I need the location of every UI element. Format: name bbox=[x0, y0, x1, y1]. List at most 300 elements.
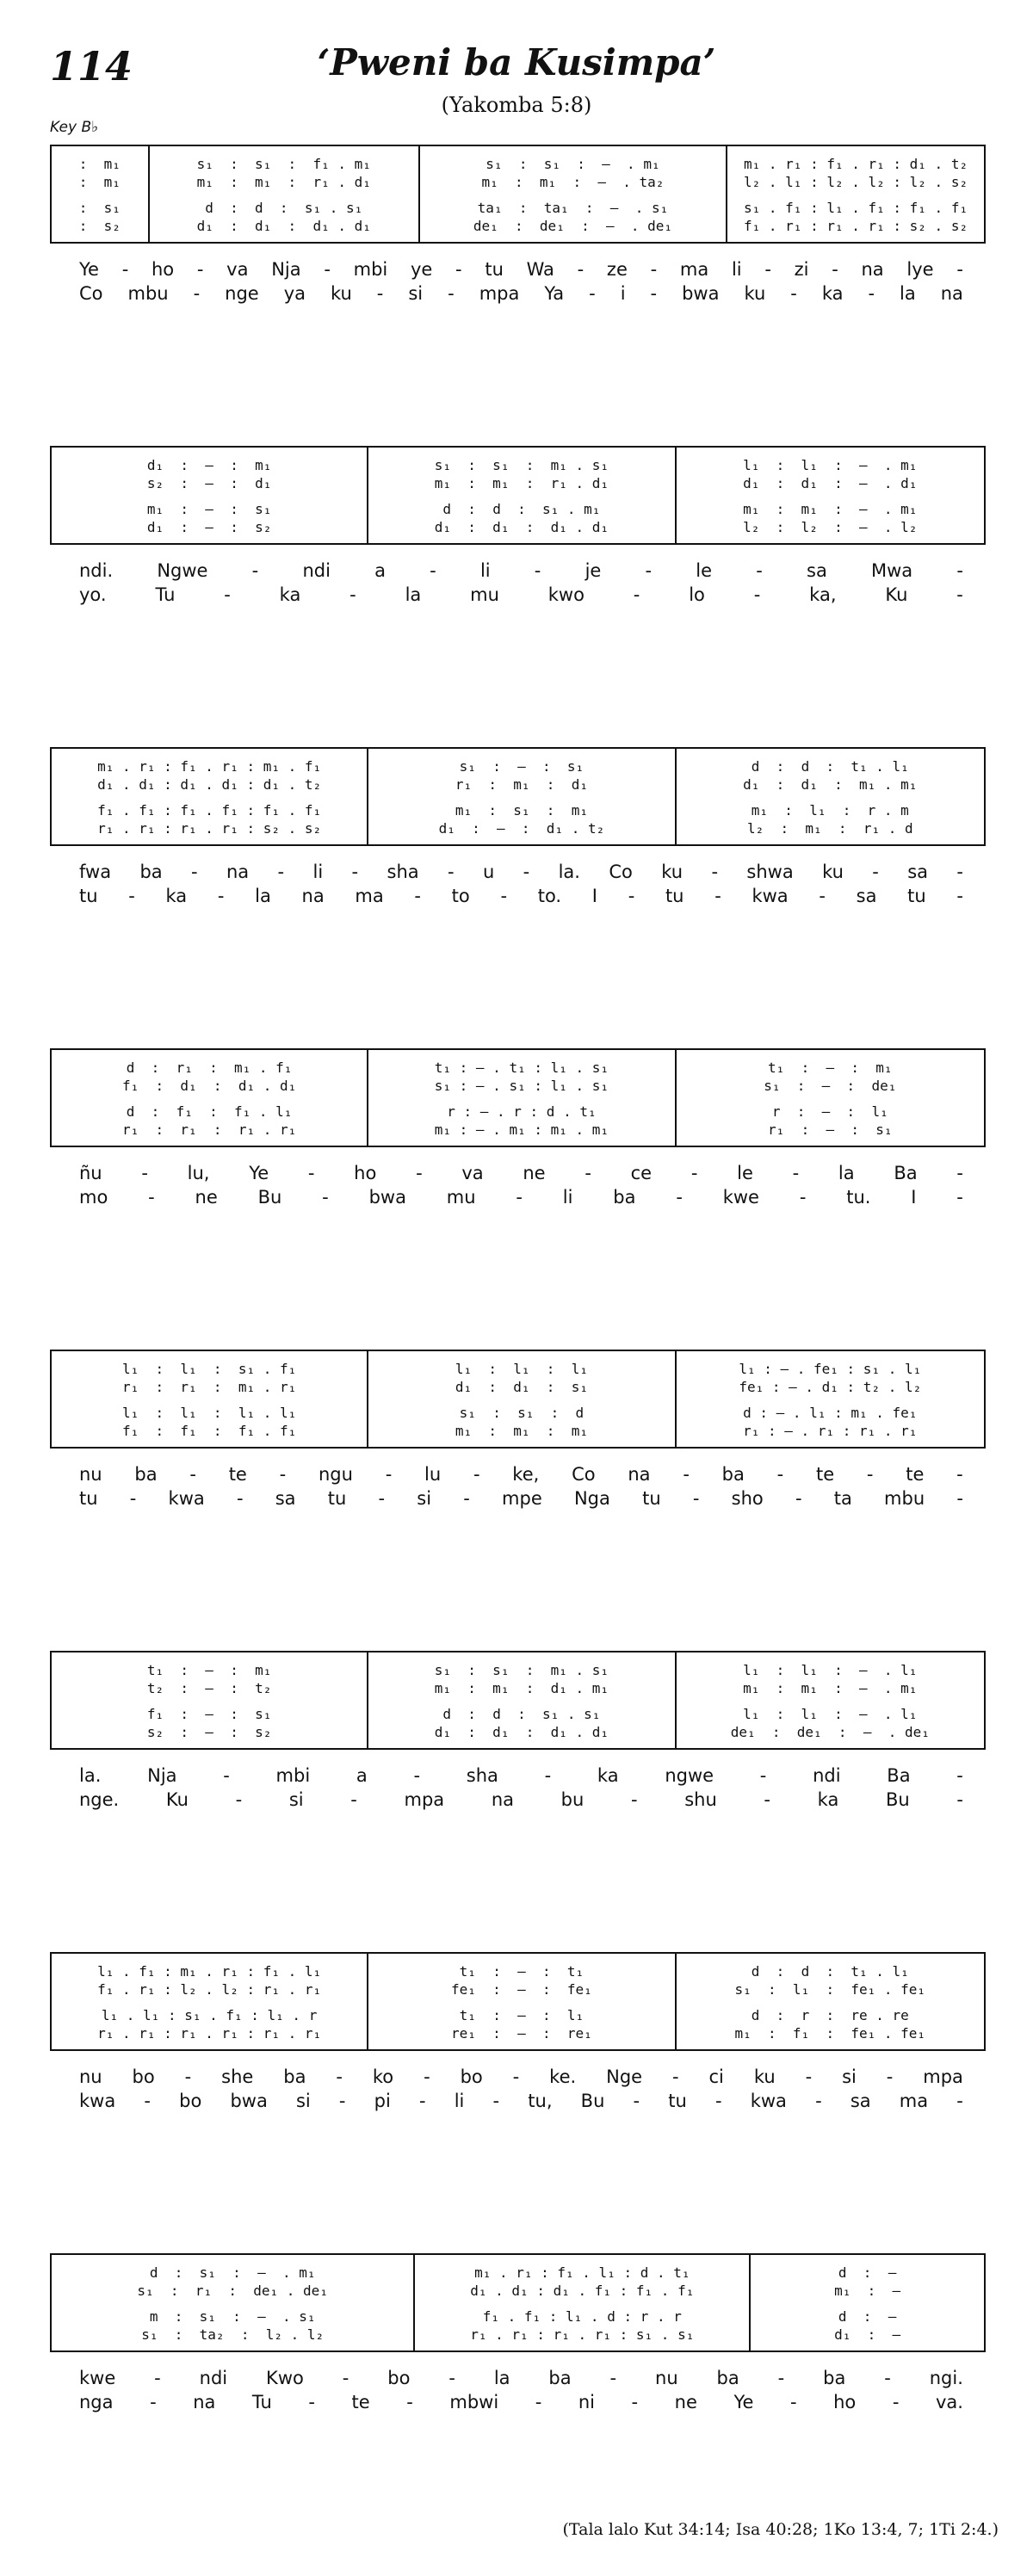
lyric-syllable: Bu bbox=[580, 2091, 605, 2111]
lyric-syllable: - bbox=[714, 886, 721, 906]
lyric-syllable: je bbox=[585, 560, 602, 581]
lyric-syllable: Ba bbox=[894, 1163, 918, 1183]
lyric-syllable: - bbox=[378, 1488, 386, 1509]
lyric-syllable: - bbox=[154, 2368, 161, 2388]
lyrics-block bbox=[50, 257, 986, 306]
lyric-syllable: ne bbox=[523, 1163, 546, 1183]
voice-notes: s₁ : s₁ : – . m₁ bbox=[486, 156, 660, 172]
voice-notes: m₁ : m₁ : – . ta₂ bbox=[481, 174, 665, 190]
voice-notes: d : d : s₁ . s₁ bbox=[442, 1706, 601, 1722]
lyric-syllable: - bbox=[338, 2091, 346, 2111]
voice-notes: s₁ : l₁ : fe₁ . fe₁ bbox=[734, 1981, 926, 1998]
measure bbox=[52, 1050, 368, 1146]
lyric-syllable: - bbox=[956, 1789, 963, 1810]
voice-notes: m₁ : m₁ : r₁ . d₁ bbox=[196, 174, 371, 190]
lyric-syllable: - bbox=[500, 886, 508, 906]
voice-notes: d : d : t₁ . l₁ bbox=[751, 758, 909, 775]
lyric-syllable: - bbox=[884, 2368, 891, 2388]
lyric-syllable: tu, bbox=[528, 2091, 553, 2111]
voice-notes: l₁ : – . fe₁ : s₁ . l₁ bbox=[739, 1361, 922, 1377]
voice-notes: d₁ : d₁ : d₁ . d₁ bbox=[434, 1724, 609, 1740]
lyric-syllable: ya bbox=[283, 283, 306, 304]
lyric-syllable: kwa bbox=[79, 2091, 116, 2111]
lyric-syllable: kwa bbox=[752, 886, 789, 906]
lyric-syllable: ku bbox=[822, 862, 844, 882]
lyric-syllable: Ye bbox=[733, 2392, 754, 2412]
lyric-syllable: - bbox=[676, 1187, 683, 1208]
sol-fa-staff bbox=[50, 446, 986, 545]
lyric-syllable: va bbox=[226, 259, 249, 280]
lyric-syllable: - bbox=[448, 862, 455, 882]
voice-notes: l₁ : l₁ : l₁ . l₁ bbox=[121, 1405, 297, 1421]
lyric-syllable: - bbox=[790, 283, 797, 304]
lyric-syllable: nu bbox=[79, 1464, 102, 1485]
voice-notes: : m₁ bbox=[62, 174, 138, 190]
lyric-syllable: bo bbox=[460, 2066, 483, 2087]
lyric-syllable: - bbox=[690, 1163, 698, 1183]
lyric-line bbox=[50, 1788, 986, 1812]
lyric-syllable: - bbox=[633, 2091, 640, 2111]
lyric-syllable: a bbox=[356, 1765, 368, 1786]
measure bbox=[677, 749, 984, 844]
lyric-syllable: tu bbox=[665, 886, 684, 906]
voice-notes: r₁ . r₁ : r₁ . r₁ : s₁ . s₁ bbox=[470, 2326, 695, 2343]
lyric-syllable: nu bbox=[655, 2368, 678, 2388]
voice-notes: d₁ : — : s₂ bbox=[146, 519, 272, 535]
lyric-syllable: tu bbox=[668, 2091, 687, 2111]
lyric-syllable: ho bbox=[354, 1163, 377, 1183]
lyric-syllable: sho bbox=[731, 1488, 764, 1509]
lyric-syllable: - bbox=[589, 283, 596, 304]
lyric-line bbox=[50, 1185, 986, 1209]
hymn-number: 114 bbox=[50, 43, 133, 90]
lyric-line bbox=[50, 583, 986, 607]
lyric-syllable: va. bbox=[935, 2392, 963, 2412]
lyric-syllable: na bbox=[226, 862, 250, 882]
lyric-syllable: - bbox=[753, 584, 761, 605]
lyric-syllable: Ngwe bbox=[157, 560, 208, 581]
lyric-syllable: nge bbox=[225, 283, 259, 304]
lyric-syllable: ta bbox=[833, 1488, 852, 1509]
lyric-syllable: - bbox=[956, 862, 963, 882]
lyric-syllable: li bbox=[562, 1187, 573, 1208]
lyric-syllable: - bbox=[148, 1187, 155, 1208]
lyric-syllable: mbi bbox=[353, 259, 388, 280]
lyric-line bbox=[50, 559, 986, 583]
voice-notes: m₁ . r₁ : f₁ . r₁ : d₁ . t₂ bbox=[744, 156, 968, 172]
measure bbox=[52, 1954, 368, 2049]
lyric-syllable: ku bbox=[330, 283, 352, 304]
lyric-syllable: - bbox=[516, 1187, 523, 1208]
voice-notes: m₁ : – . m₁ : m₁ . m₁ bbox=[434, 1121, 609, 1138]
lyric-syllable: - bbox=[418, 2091, 426, 2111]
lyric-syllable: - bbox=[956, 886, 963, 906]
music-system bbox=[50, 1048, 986, 1209]
voice-notes: r : — : l₁ bbox=[771, 1103, 888, 1120]
lyric-syllable: - bbox=[630, 1789, 638, 1810]
lyric-syllable: Co bbox=[609, 862, 633, 882]
voice-notes: f₁ . f₁ : l₁ . d : r . r bbox=[482, 2308, 682, 2325]
lyric-syllable: - bbox=[414, 886, 421, 906]
voice-notes: r₁ : m₁ : d₁ bbox=[455, 776, 588, 793]
lyric-syllable: Ku bbox=[165, 1789, 189, 1810]
lyrics-block bbox=[50, 860, 986, 908]
lyric-syllable: - bbox=[764, 259, 771, 280]
lyric-syllable: te bbox=[815, 1464, 835, 1485]
lyric-syllable: - bbox=[683, 1464, 690, 1485]
lyric-syllable: tu bbox=[642, 1488, 661, 1509]
lyric-syllable: I bbox=[591, 886, 597, 906]
voice-notes: r₁ : — : s₁ bbox=[768, 1121, 893, 1138]
lyric-syllable: - bbox=[819, 886, 826, 906]
music-system bbox=[50, 2253, 986, 2414]
lyric-syllable: li bbox=[454, 2091, 465, 2111]
lyric-syllable: tu bbox=[79, 1488, 98, 1509]
voice-notes: f₁ . r₁ : r₁ . r₁ : s₂ . s₂ bbox=[744, 218, 968, 234]
lyric-syllable: - bbox=[430, 560, 436, 581]
voice-notes: fe₁ : – . d₁ : t₂ . l₂ bbox=[739, 1379, 922, 1395]
lyric-syllable: - bbox=[585, 1163, 591, 1183]
voice-notes: d₁ : d₁ : d₁ . d₁ bbox=[196, 218, 371, 234]
lyric-syllable: si bbox=[408, 283, 424, 304]
lyric-syllable: Ye bbox=[249, 1163, 269, 1183]
voice-notes: t₁ : — : m₁ bbox=[768, 1059, 893, 1076]
lyric-syllable: ba bbox=[716, 2368, 739, 2388]
lyric-syllable: si bbox=[842, 2066, 857, 2087]
lyric-syllable: bu bbox=[560, 1789, 585, 1810]
lyric-syllable: lu bbox=[424, 1464, 442, 1485]
voice-notes: ta₁ : ta₁ : – . s₁ bbox=[477, 200, 669, 216]
lyric-syllable: - bbox=[672, 2066, 679, 2087]
lyric-syllable: - bbox=[956, 2091, 963, 2111]
lyric-syllable: - bbox=[217, 886, 225, 906]
voice-notes: r₁ : r₁ : r₁ . r₁ bbox=[121, 1121, 297, 1138]
lyric-syllable: na bbox=[491, 1789, 515, 1810]
lyric-syllable: ma bbox=[679, 259, 709, 280]
lyric-syllable: Ku bbox=[885, 584, 908, 605]
lyric-syllable: - bbox=[628, 886, 635, 906]
music-system bbox=[50, 1952, 986, 2113]
lyric-syllable: yo. bbox=[79, 584, 107, 605]
lyric-syllable: ngi. bbox=[929, 2368, 963, 2388]
voice-notes: l₂ . l₁ : l₂ . l₂ : l₂ . s₂ bbox=[744, 174, 968, 190]
lyric-syllable: - bbox=[956, 259, 963, 280]
music-system bbox=[50, 747, 986, 908]
lyric-syllable: - bbox=[236, 1488, 244, 1509]
lyrics-block bbox=[50, 1161, 986, 1209]
lyric-syllable: - bbox=[759, 1765, 767, 1786]
lyric-syllable: - bbox=[544, 1765, 552, 1786]
lyric-syllable: zi bbox=[794, 259, 809, 280]
lyric-syllable: ne bbox=[674, 2392, 697, 2412]
lyric-syllable: sa bbox=[850, 2091, 871, 2111]
voice-notes: l₁ : l₁ : – . l₁ bbox=[743, 1662, 918, 1678]
lyric-syllable: Bu bbox=[257, 1187, 282, 1208]
lyric-syllable: - bbox=[235, 1789, 243, 1810]
voice-notes: d₁ . d₁ : d₁ . f₁ : f₁ . f₁ bbox=[470, 2283, 695, 2299]
lyric-syllable: - bbox=[645, 560, 653, 581]
sol-fa-staff bbox=[50, 1651, 986, 1750]
voice-notes: l₂ : m₁ : r₁ . d bbox=[746, 820, 913, 837]
voice-notes: s₁ : s₁ : d bbox=[459, 1405, 585, 1421]
voice-notes: m : s₁ : – . s₁ bbox=[149, 2308, 316, 2325]
lyric-syllable: - bbox=[279, 1464, 287, 1485]
voice-notes: d : d : t₁ . l₁ bbox=[751, 1963, 909, 1980]
lyric-syllable: te bbox=[906, 1464, 925, 1485]
music-system bbox=[50, 145, 986, 306]
voice-notes: r₁ . r₁ : r₁ . r₁ : s₂ . s₂ bbox=[97, 820, 322, 837]
voice-notes: re₁ : — : re₁ bbox=[451, 2025, 592, 2042]
voice-notes: m₁ : m₁ : m₁ bbox=[455, 1423, 588, 1439]
measure bbox=[677, 1351, 984, 1447]
voice-notes: t₁ : – . t₁ : l₁ . s₁ bbox=[434, 1059, 609, 1076]
lyric-syllable: - bbox=[322, 1187, 329, 1208]
voice-notes: f₁ . r₁ : l₂ . l₂ : r₁ . r₁ bbox=[97, 1981, 322, 1998]
lyric-syllable: - bbox=[776, 1464, 784, 1485]
lyric-syllable: - bbox=[448, 283, 455, 304]
sol-fa-staff bbox=[50, 1952, 986, 2051]
lyric-syllable: te bbox=[228, 1464, 247, 1485]
lyrics-block bbox=[50, 2065, 986, 2113]
lyric-syllable: - bbox=[789, 2392, 797, 2412]
voice-notes: d₁ : d₁ : d₁ . d₁ bbox=[434, 519, 609, 535]
lyric-syllable: to. bbox=[537, 886, 562, 906]
lyric-syllable: Co bbox=[572, 1464, 596, 1485]
measure bbox=[52, 2255, 415, 2351]
lyric-syllable: - bbox=[350, 1789, 357, 1810]
voice-notes: de₁ : de₁ : – . de₁ bbox=[730, 1724, 930, 1740]
lyric-syllable: Bu bbox=[885, 1789, 910, 1810]
lyric-syllable: - bbox=[251, 560, 259, 581]
lyric-syllable: sa bbox=[275, 1488, 296, 1509]
lyric-syllable: - bbox=[956, 1163, 963, 1183]
lyric-syllable: pi bbox=[374, 2091, 391, 2111]
sol-fa-staff bbox=[50, 1350, 986, 1449]
lyric-syllable: ndi bbox=[302, 560, 331, 581]
lyric-line bbox=[50, 860, 986, 884]
voice-notes: m₁ : l₁ : r . m bbox=[751, 802, 909, 819]
lyric-syllable: mu bbox=[446, 1187, 476, 1208]
lyric-syllable: lo bbox=[689, 584, 705, 605]
lyric-syllable: - bbox=[424, 2066, 430, 2087]
lyric-syllable: Kwo bbox=[266, 2368, 304, 2388]
lyric-syllable: sa bbox=[807, 560, 827, 581]
measure bbox=[368, 448, 676, 543]
voice-notes: m₁ : m₁ : d₁ . m₁ bbox=[434, 1680, 609, 1696]
voice-notes: s₁ : ta₂ : l₂ . l₂ bbox=[141, 2326, 325, 2343]
lyric-syllable: - bbox=[193, 283, 201, 304]
lyric-syllable: tu. bbox=[846, 1187, 871, 1208]
lyrics-block bbox=[50, 1764, 986, 1812]
voice-notes: t₁ : — : t₁ bbox=[459, 1963, 585, 1980]
lyric-syllable: - bbox=[223, 1765, 230, 1786]
measure bbox=[368, 1652, 676, 1748]
lyric-syllable: kwe bbox=[79, 2368, 116, 2388]
lyric-syllable: - bbox=[756, 560, 763, 581]
lyric-syllable: ho bbox=[833, 2392, 857, 2412]
lyric-syllable: ba bbox=[139, 862, 163, 882]
measure bbox=[368, 1050, 676, 1146]
lyric-syllable: ba bbox=[823, 2368, 846, 2388]
lyric-syllable: - bbox=[196, 259, 204, 280]
voice-notes: m₁ : s₁ : m₁ bbox=[455, 802, 588, 819]
lyric-syllable: le bbox=[696, 560, 713, 581]
lyric-line bbox=[50, 1486, 986, 1510]
voice-notes: m₁ . r₁ : f₁ . r₁ : m₁ . f₁ bbox=[97, 758, 322, 775]
lyric-syllable: kwo bbox=[547, 584, 585, 605]
lyric-syllable: - bbox=[121, 259, 129, 280]
lyric-syllable: - bbox=[815, 2091, 822, 2111]
lyric-syllable: bwa bbox=[230, 2091, 268, 2111]
voice-notes: m₁ : m₁ : – . m₁ bbox=[743, 501, 918, 517]
voice-notes: s₁ : s₁ : m₁ . s₁ bbox=[434, 457, 609, 473]
lyric-syllable: - bbox=[711, 862, 719, 882]
lyric-syllable: Ye bbox=[79, 259, 99, 280]
lyric-syllable: shu bbox=[684, 1789, 717, 1810]
voice-notes: : s₂ bbox=[62, 218, 138, 234]
voice-notes: m₁ : m₁ : – . m₁ bbox=[743, 1680, 918, 1696]
lyric-syllable: nu bbox=[79, 2066, 102, 2087]
lyric-syllable: ci bbox=[708, 2066, 724, 2087]
lyric-syllable: - bbox=[376, 283, 384, 304]
voice-notes: s₂ : — : s₂ bbox=[146, 1724, 272, 1740]
lyric-syllable: - bbox=[416, 1163, 423, 1183]
voice-notes: de₁ : de₁ : – . de₁ bbox=[473, 218, 673, 234]
measure bbox=[677, 1652, 984, 1748]
lyric-syllable: - bbox=[455, 259, 462, 280]
lyric-syllable: tu bbox=[485, 259, 504, 280]
lyric-syllable: - bbox=[795, 1488, 802, 1509]
lyric-syllable: - bbox=[633, 584, 640, 605]
lyric-syllable: - bbox=[692, 1488, 700, 1509]
lyric-syllable: - bbox=[184, 2066, 192, 2087]
music-system bbox=[50, 1350, 986, 1510]
lyric-line bbox=[50, 2366, 986, 2390]
voice-notes: s₁ : — : de₁ bbox=[764, 1078, 897, 1094]
voice-notes: m₁ . r₁ : f₁ . l₁ : d . t₁ bbox=[474, 2264, 690, 2281]
lyric-syllable: sha bbox=[466, 1765, 498, 1786]
lyric-syllable: te bbox=[351, 2392, 370, 2412]
lyric-syllable: ku bbox=[753, 2066, 776, 2087]
voice-notes: m₁ : — bbox=[834, 2283, 901, 2299]
lyric-syllable: sha bbox=[387, 862, 419, 882]
lyric-syllable: bo bbox=[387, 2368, 411, 2388]
lyric-syllable: si bbox=[417, 1488, 432, 1509]
measure bbox=[727, 146, 984, 242]
lyric-syllable: ye bbox=[410, 259, 433, 280]
lyric-syllable: ba bbox=[613, 1187, 636, 1208]
lyric-syllable: la bbox=[255, 886, 271, 906]
lyric-syllable: - bbox=[792, 1163, 800, 1183]
lyric-syllable: - bbox=[956, 560, 963, 581]
hymn-title: ‘Pweni ba Kusimpa’ bbox=[317, 41, 716, 83]
measure bbox=[150, 146, 420, 242]
lyric-syllable: sa bbox=[856, 886, 877, 906]
lyric-syllable: ndi. bbox=[79, 560, 114, 581]
lyric-syllable: - bbox=[868, 283, 875, 304]
voice-notes: d : — bbox=[838, 2308, 897, 2325]
sol-fa-staff bbox=[50, 747, 986, 846]
lyric-syllable: mpa bbox=[404, 1789, 445, 1810]
lyric-syllable: - bbox=[191, 862, 198, 882]
lyric-syllable: si bbox=[288, 1789, 304, 1810]
voice-notes: f₁ : f₁ : f₁ . f₁ bbox=[121, 1423, 297, 1439]
lyric-syllable: - bbox=[189, 1464, 196, 1485]
lyric-syllable: ngu bbox=[318, 1464, 353, 1485]
voice-notes: l₁ : l₁ : l₁ bbox=[455, 1361, 588, 1377]
lyric-syllable: bo bbox=[179, 2091, 202, 2111]
lyric-syllable: - bbox=[342, 2368, 349, 2388]
lyric-syllable: - bbox=[872, 862, 879, 882]
lyric-syllable: Nge bbox=[606, 2066, 643, 2087]
lyric-syllable: ka bbox=[821, 283, 844, 304]
voice-notes: s₁ : s₁ : f₁ . m₁ bbox=[196, 156, 371, 172]
lyric-syllable: kwa bbox=[750, 2091, 787, 2111]
lyric-syllable: ngwe bbox=[665, 1765, 714, 1786]
lyric-syllable: si bbox=[295, 2091, 311, 2111]
voice-notes: d : — bbox=[838, 2264, 897, 2281]
lyric-syllable: - bbox=[413, 1765, 421, 1786]
lyric-syllable: - bbox=[892, 2392, 900, 2412]
lyric-syllable: kwa bbox=[168, 1488, 205, 1509]
voice-notes: r₁ : r₁ : m₁ . r₁ bbox=[121, 1379, 297, 1395]
voice-notes: d₁ : — bbox=[834, 2326, 901, 2343]
lyric-syllable: - bbox=[523, 862, 530, 882]
key-signature: Key B♭ bbox=[50, 119, 99, 136]
lyric-syllable: - bbox=[777, 2368, 785, 2388]
lyric-syllable: - bbox=[141, 1163, 148, 1183]
lyric-syllable: ndi bbox=[199, 2368, 228, 2388]
lyric-syllable: - bbox=[448, 2368, 455, 2388]
lyric-syllable: va bbox=[461, 1163, 484, 1183]
lyric-syllable: ma bbox=[355, 886, 384, 906]
lyric-syllable: la bbox=[405, 584, 422, 605]
lyric-syllable: - bbox=[886, 2066, 894, 2087]
lyric-syllable: - bbox=[805, 2066, 813, 2087]
lyric-syllable: i bbox=[620, 283, 626, 304]
lyric-syllable: li bbox=[479, 560, 491, 581]
lyric-syllable: Tu bbox=[155, 584, 176, 605]
sol-fa-staff bbox=[50, 2253, 986, 2352]
lyrics-block bbox=[50, 559, 986, 607]
lyric-syllable: - bbox=[650, 283, 658, 304]
lyric-syllable: ku bbox=[744, 283, 766, 304]
lyric-syllable: ka bbox=[597, 1765, 619, 1786]
lyric-syllable: Nja bbox=[271, 259, 301, 280]
voice-notes: d : s₁ : – . m₁ bbox=[149, 2264, 316, 2281]
lyric-syllable: - bbox=[308, 2392, 315, 2412]
lyric-syllable: Ba bbox=[887, 1765, 911, 1786]
lyric-syllable: sa bbox=[907, 862, 929, 882]
voice-notes: l₁ . f₁ : m₁ . r₁ : f₁ . l₁ bbox=[97, 1963, 322, 1980]
lyric-syllable: ba bbox=[134, 1464, 158, 1485]
lyric-syllable: Tu bbox=[251, 2392, 272, 2412]
lyric-syllable: - bbox=[128, 886, 135, 906]
lyric-syllable: li bbox=[731, 259, 742, 280]
measure bbox=[677, 448, 984, 543]
lyric-syllable: a bbox=[374, 560, 386, 581]
lyric-syllable: - bbox=[577, 259, 585, 280]
lyric-syllable: mbi bbox=[275, 1765, 311, 1786]
lyric-syllable: ke. bbox=[549, 2066, 577, 2087]
lyric-syllable: lye bbox=[906, 259, 934, 280]
lyric-syllable: la. bbox=[558, 862, 580, 882]
voice-notes: l₁ : l₁ : – . l₁ bbox=[743, 1706, 918, 1722]
lyric-syllable: - bbox=[406, 2392, 413, 2412]
lyric-syllable: - bbox=[535, 2392, 542, 2412]
voice-notes: l₁ . l₁ : s₁ . f₁ : l₁ . r bbox=[101, 2007, 318, 2023]
lyric-syllable: she bbox=[221, 2066, 254, 2087]
